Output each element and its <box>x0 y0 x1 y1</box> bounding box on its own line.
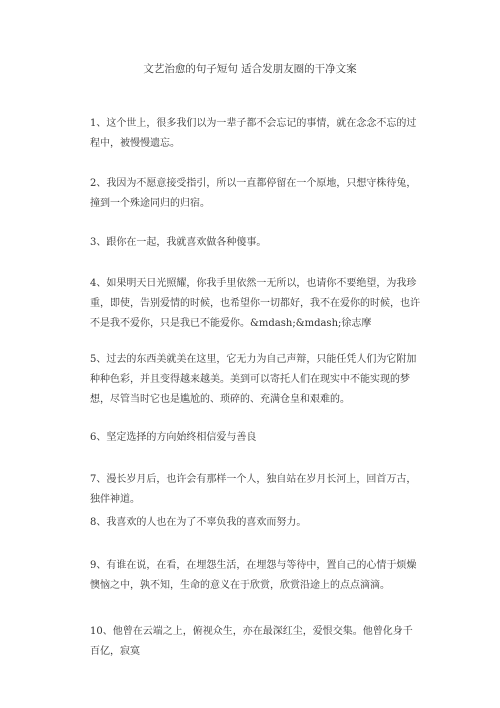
paragraph-10: 10、他曾在云端之上，俯视众生，亦在最深红尘，爱恨交集。他曾化身千百亿，寂寞 <box>90 626 413 657</box>
paragraph-4: 4、如果明天日光照耀，你我手里依然一无所以，也请你不要绝望，为我珍重，即使，告别爱情的时候，也希望你一切都好，我不在爱你的时候，也许不是我不爱你，只是我已不能爱你。&mdash;&mdash;徐志摩 <box>90 278 420 329</box>
paragraph-3: 3、跟你在一起，我就喜欢做各种傻事。 <box>90 237 267 248</box>
paragraph-6: 6、坚定选择的方向始终相信爱与善良 <box>90 432 257 443</box>
paragraph-1: 1、这个世上，很多我们以为一辈子都不会忘记的事情，就在念念不忘的过程中，被慢慢遗忘。 <box>90 118 417 149</box>
paragraph-8: 8、我喜欢的人也在为了不辜负我的喜欢而努力。 <box>90 517 307 528</box>
page-title: 文艺治愈的句子短句 适合发朋友圈的干净文案 <box>143 63 357 75</box>
paragraph-9: 9、有谁在说，在看，在埋怨生活，在埋怨与等待中，置自己的心情于烦燥懊恼之中，孰不知，生命的意义在于欣赏，欣赏沿途上的点点滴滴。 <box>90 560 417 591</box>
paragraph-7: 7、漫长岁月后，也许会有那样一个人，独自站在岁月长河上，回首万古，独伴神道。 <box>90 474 417 505</box>
paragraph-2: 2、我因为不愿意接受指引，所以一直都停留在一个原地，只想守株待兔，撞到一个殊途同归的归宿。 <box>90 178 417 209</box>
paragraph-5: 5、过去的东西美就美在这里，它无力为自己声辩，只能任凭人们为它附加种种色彩，并且变得越来越美。美到可以寄托人们在现实中不能实现的梦想，尽管当时它也是尴尬的、琐碎的、充满仓皇和艰难的。 <box>90 354 417 405</box>
